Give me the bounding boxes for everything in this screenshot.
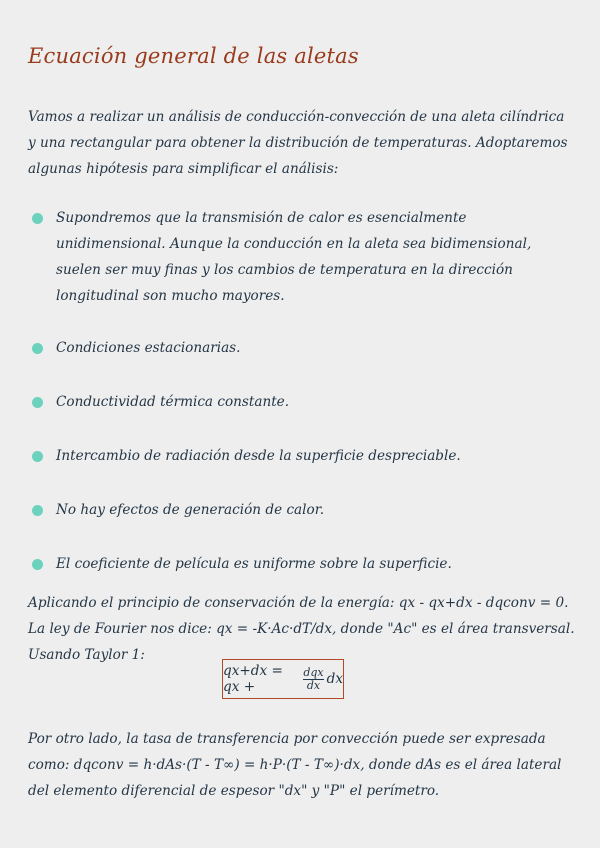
bullet-dot-icon xyxy=(32,343,43,354)
list-item-text: No hay efectos de generación de calor. xyxy=(56,502,325,518)
formula-fraction xyxy=(303,667,323,692)
page-title: Ecuación general de las aletas xyxy=(28,44,359,68)
taylor-formula-box xyxy=(222,659,344,699)
list-item-text: Intercambio de radiación desde la superficie despreciable. xyxy=(56,448,461,464)
list-item xyxy=(30,389,570,415)
bullet-dot-icon xyxy=(32,213,43,224)
list-item-text: Supondremos que la transmisión de calor es esencialmente unidimensional. Aunque la conducción en la aleta sea bidimensional, suelen ser muy finas y los cambios de temperatura en la dirección longitudinal son mucho mayores. xyxy=(56,210,532,304)
energy-paragraph: Aplicando el principio de conservación de la energía: qx - qx+dx - dqconv = 0. La ley de Fourier nos dice: qx = -K·Ac·dT/dx, donde "Ac" es el área transversal. Usando Taylor 1: xyxy=(28,595,575,663)
bullet-dot-icon xyxy=(32,559,43,570)
list-item xyxy=(30,497,570,523)
hypothesis-list xyxy=(30,205,570,605)
list-item xyxy=(30,205,570,309)
bullet-dot-icon xyxy=(32,451,43,462)
formula-rhs: dx xyxy=(326,671,343,687)
bullet-dot-icon xyxy=(32,505,43,516)
list-item xyxy=(30,551,570,577)
list-item xyxy=(30,443,570,469)
list-item-text: El coeficiente de película es uniforme sobre la superficie. xyxy=(56,556,452,572)
formula-denominator: dx xyxy=(306,678,321,692)
formula-lhs: qx+dx = qx + xyxy=(223,663,283,695)
bullet-dot-icon xyxy=(32,397,43,408)
formula-numerator: dqx xyxy=(303,665,324,679)
list-item xyxy=(30,335,570,361)
intro-paragraph: Vamos a realizar un análisis de conducción-convección de una aleta cilíndrica y una rectangular para obtener la distribución de temperaturas. Adoptaremos algunas hipótesis para simplificar el análisis: xyxy=(28,109,568,177)
convection-paragraph: Por otro lado, la tasa de transferencia por convección puede ser expresada como: dqconv = h·dAs·(T - T∞) = h·P·(T - T∞)·dx, donde dAs es el área lateral del elemento diferencial de espesor "dx" y "P" el perímetro. xyxy=(28,731,562,799)
list-item-text: Condiciones estacionarias. xyxy=(56,340,241,356)
list-item-text: Conductividad térmica constante. xyxy=(56,394,290,410)
